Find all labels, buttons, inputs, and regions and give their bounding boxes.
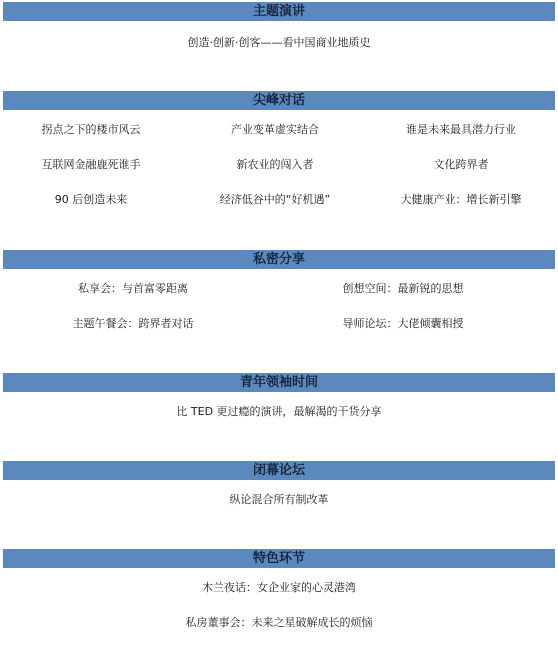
- special-item: 私房董事会：未来之星破解成长的烦恼: [185, 616, 373, 629]
- dialogue-item: 新农业的闯入者: [236, 158, 314, 171]
- section-keynote: [3, 2, 555, 49]
- section-title: 私密分享: [3, 250, 555, 269]
- section-title: 主题演讲: [3, 2, 555, 21]
- sharing-item: 创想空间：最新锐的思想: [342, 282, 464, 295]
- section-title: 闭幕论坛: [3, 461, 555, 480]
- closing-forum-item: 纵论混合所有制改革: [229, 493, 329, 506]
- keynote-item: 创造·创新·创客——看中国商业地质史: [187, 36, 371, 49]
- special-item: 木兰夜话：女企业家的心灵港湾: [202, 581, 356, 594]
- dialogue-item: 互联网金融鹿死谁手: [41, 158, 141, 171]
- section-title: 尖峰对话: [3, 91, 555, 110]
- sharing-item: 私享会：与首富零距离: [78, 282, 188, 295]
- section-special-sessions: [3, 549, 555, 629]
- young-leaders-item: 比 TED 更过瘾的演讲，最解渴的干货分享: [176, 405, 382, 418]
- sharing-item: 主题午餐会：跨界者对话: [72, 317, 194, 330]
- dialogue-item: 拐点之下的楼市风云: [41, 123, 141, 136]
- dialogue-item: 产业变革虚实结合: [231, 123, 319, 136]
- section-title: 青年领袖时间: [3, 373, 555, 392]
- dialogue-item: 90 后创造未来: [54, 193, 128, 206]
- dialogue-item: 文化跨界者: [433, 158, 489, 171]
- dialogue-item: 谁是未来最具潜力行业: [406, 123, 516, 136]
- section-closing-forum: [3, 461, 555, 506]
- section-private-sharing: [3, 250, 555, 330]
- sharing-item: 导师论坛：大佬倾囊相授: [342, 317, 464, 330]
- dialogue-item: 大健康产业：增长新引擎: [400, 193, 522, 206]
- dialogue-item: 经济低谷中的“好机遇”: [219, 193, 331, 206]
- section-title: 特色环节: [3, 549, 555, 568]
- section-young-leaders: [3, 373, 555, 418]
- section-summit-dialogue: [3, 91, 555, 206]
